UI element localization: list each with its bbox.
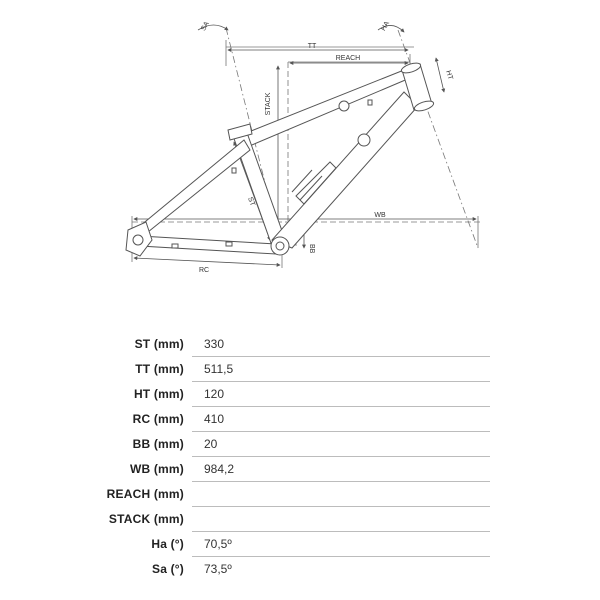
label-stack: STACK xyxy=(265,92,272,116)
table-row xyxy=(0,432,600,457)
row-label: Ha (°) xyxy=(151,537,184,551)
row-value: 20 xyxy=(204,437,218,451)
row-value: 511,5 xyxy=(204,362,234,376)
row-label: HT (mm) xyxy=(133,387,184,401)
table-row xyxy=(0,482,600,507)
label-sa: SA xyxy=(200,20,211,33)
bike-frame xyxy=(126,61,435,256)
table-row xyxy=(0,507,600,532)
row-value: 330 xyxy=(204,337,225,351)
row-value: 70,5º xyxy=(204,537,232,551)
row-label: STACK (mm) xyxy=(108,512,184,526)
row-label: RC (mm) xyxy=(132,412,184,426)
row-label: Sa (°) xyxy=(151,562,184,576)
label-st: ST xyxy=(246,196,256,208)
row-value: 984,2 xyxy=(204,462,235,476)
seat-stay xyxy=(140,140,250,232)
label-rc: RC xyxy=(198,267,210,274)
label-tt: TT xyxy=(307,43,317,50)
label-ht: HT xyxy=(444,69,454,81)
table-row xyxy=(0,357,600,382)
ht-dimension xyxy=(436,58,444,92)
table-row xyxy=(0,557,600,582)
row-label: WB (mm) xyxy=(129,462,184,476)
rc-dimension xyxy=(134,258,280,265)
row-value: 120 xyxy=(204,387,225,401)
row-label: TT (mm) xyxy=(135,362,184,376)
label-wb: WB xyxy=(374,212,386,219)
row-label: REACH (mm) xyxy=(106,487,184,501)
table-row xyxy=(0,532,600,557)
row-label: ST (mm) xyxy=(134,337,184,351)
label-ha: HA xyxy=(380,20,392,33)
row-value: 73,5º xyxy=(204,562,232,576)
label-reach: REACH xyxy=(335,55,361,62)
chain-stay xyxy=(140,236,276,254)
table-row xyxy=(0,457,600,482)
label-bb: BB xyxy=(308,244,315,254)
row-value: 410 xyxy=(204,412,225,426)
geometry-table xyxy=(0,332,600,582)
table-row xyxy=(0,407,600,432)
row-label: BB (mm) xyxy=(132,437,184,451)
table-row xyxy=(0,332,600,357)
table-row xyxy=(0,382,600,407)
